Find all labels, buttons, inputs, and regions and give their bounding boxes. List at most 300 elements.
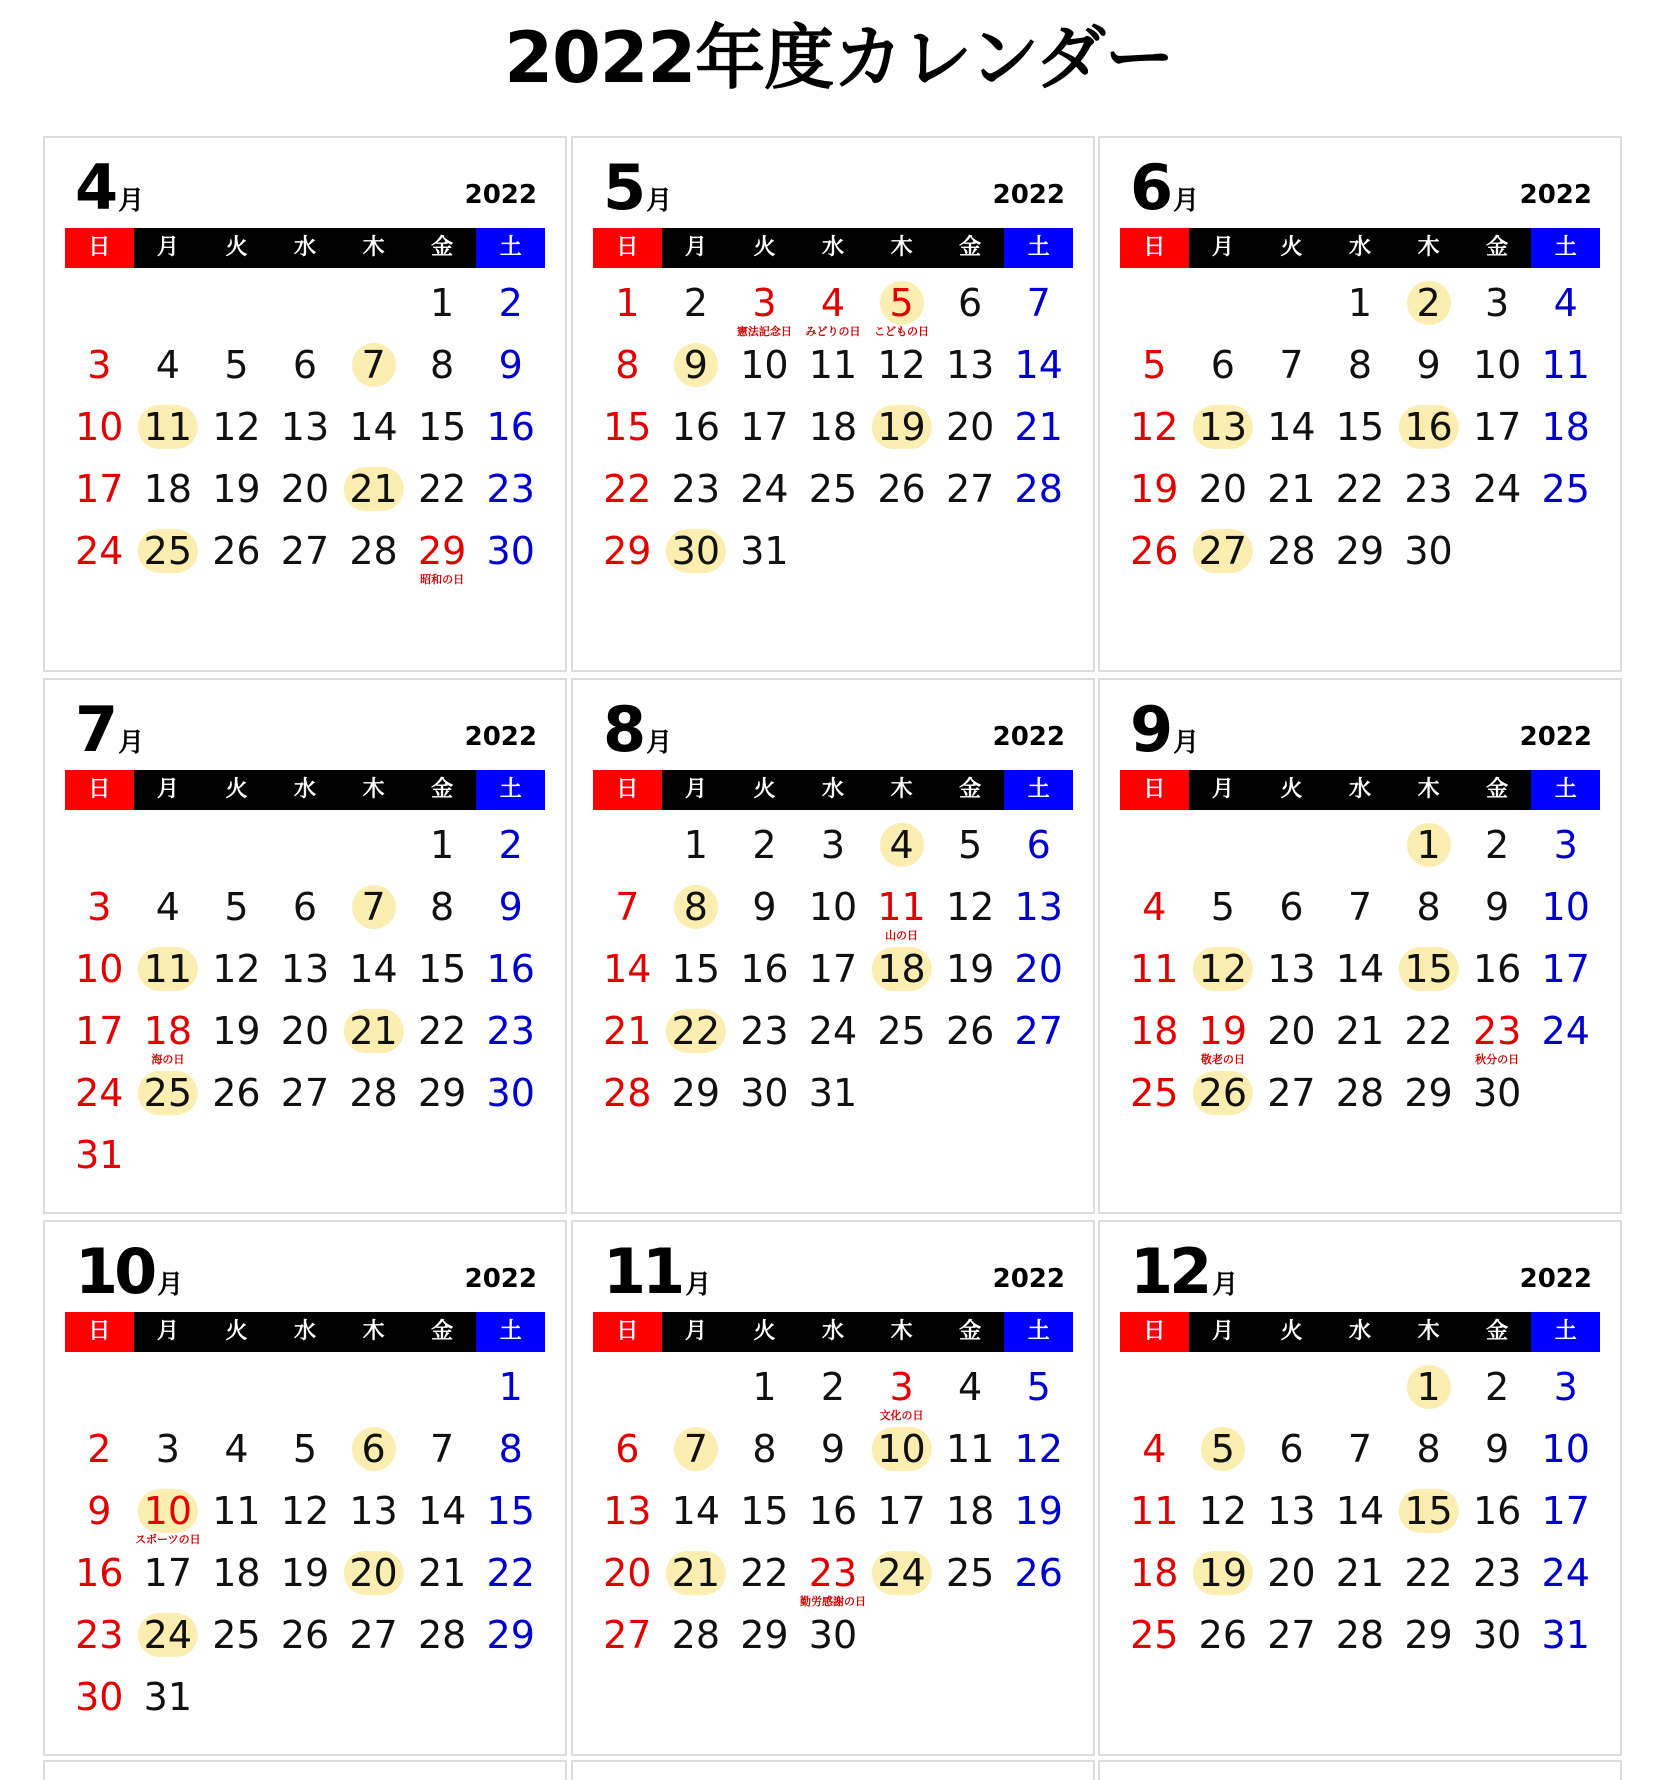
day-cell [730,467,799,529]
day-cell [867,885,936,947]
day-number: 2 [498,281,523,325]
day-cell [1326,343,1395,405]
day-cell [1326,281,1395,343]
day-cell [799,1551,868,1613]
day-cell [1531,1009,1600,1071]
day-number: 20 [1267,1009,1316,1053]
empty-cell [1189,1365,1258,1427]
day-cell [936,1551,1005,1613]
empty-cell [1120,823,1189,885]
day-cell [476,1071,545,1133]
month-panel-4 [43,136,567,672]
day-number: 4 [1142,885,1167,929]
day-number: 17 [1541,947,1590,991]
day-number: 27 [945,467,995,511]
day-number: 13 [1193,405,1253,449]
day-cell [1326,1613,1395,1675]
day-cell [65,1675,134,1737]
weekday-header [65,770,545,810]
day-number: 22 [740,1551,789,1595]
day-number: 8 [1347,343,1373,387]
day-number: 20 [945,405,995,449]
weekday-label: 水 [294,1319,317,1344]
day-number: 27 [280,529,330,573]
weekday-label: 月 [1211,777,1234,802]
empty-cell [65,823,134,885]
day-cell [1189,1613,1258,1675]
day-cell [1004,823,1073,885]
day-cell [867,947,936,1009]
day-cell [1463,885,1532,947]
day-number: 25 [1130,1071,1179,1115]
day-number: 22 [1404,1009,1453,1053]
day-number: 28 [417,1613,467,1657]
weekday-label: 土 [1004,228,1073,268]
day-cell [65,1427,134,1489]
day-number: 2 [820,1365,846,1409]
day-grid [593,281,1073,591]
day-cell [1463,1489,1532,1551]
day-cell [867,1551,936,1613]
weekday-header [1120,228,1600,268]
day-number: 29 [671,1071,721,1115]
empty-cell [202,281,271,343]
day-number: 13 [945,343,995,387]
day-number: 6 [1279,1427,1304,1471]
day-number: 10 [138,1489,198,1533]
day-number: 20 [1267,1551,1316,1595]
day-cell [730,1427,799,1489]
day-cell [662,343,731,405]
day-cell [65,1009,134,1071]
day-cell [1257,405,1326,467]
day-cell [408,1489,477,1551]
day-number: 7 [615,885,640,929]
day-number: 24 [75,1071,124,1115]
day-cell [730,343,799,405]
day-number: 22 [486,1551,535,1595]
day-number: 24 [808,1009,858,1053]
day-number: 2 [752,823,777,867]
weekday-label: 金 [431,1319,454,1344]
weekday-label: 水 [294,235,317,260]
day-cell [271,1489,340,1551]
day-cell [662,1489,731,1551]
day-cell [134,1489,203,1551]
day-cell [202,1613,271,1675]
month-panel-11 [571,1220,1095,1756]
day-number: 3 [87,885,112,929]
weekday-label: 木 [890,777,913,802]
day-number: 4 [820,281,846,325]
day-cell [1004,343,1073,405]
day-number: 1 [430,823,455,867]
day-cell [134,1551,203,1613]
weekday-label: 水 [1349,235,1372,260]
weekday-label: 木 [362,235,385,260]
day-number: 21 [1014,405,1063,449]
weekday-label: 火 [225,777,248,802]
month-suffix: 月 [685,1270,712,1300]
day-cell [799,885,868,947]
day-grid [65,1365,545,1737]
weekday-label: 土 [476,1312,545,1352]
weekday-label: 金 [431,235,454,260]
month-panel-8 [571,678,1095,1214]
day-number: 13 [280,405,330,449]
day-number: 19 [871,405,931,449]
day-number: 6 [292,885,318,929]
day-number: 16 [1398,405,1458,449]
day-number: 30 [1472,1613,1522,1657]
day-cell [730,1009,799,1071]
holiday-name: 勤労感謝の日 [799,1595,866,1608]
day-cell [202,947,271,1009]
day-number: 26 [1130,529,1179,573]
day-number: 4 [1553,281,1578,325]
day-cell [593,1613,662,1675]
day-number: 14 [349,947,398,991]
day-number: 16 [486,947,535,991]
day-cell [65,1133,134,1195]
day-cell [867,823,936,885]
empty-cell [593,823,662,885]
day-number: 19 [1130,467,1179,511]
day-cell [730,1551,799,1613]
empty-cell [339,1365,408,1427]
day-grid [593,1365,1073,1675]
day-number: 17 [75,1009,124,1053]
weekday-label: 日 [1120,770,1189,810]
month-heading [1130,694,1199,766]
holiday-name: こどもの日 [874,325,930,338]
day-cell [476,1427,545,1489]
day-cell [867,1365,936,1427]
day-number: 31 [740,529,789,573]
day-number: 28 [1335,1071,1385,1115]
day-number: 1 [1407,1365,1451,1409]
day-number: 5 [292,1427,318,1471]
day-number: 4 [1142,1427,1167,1471]
day-number: 21 [603,1009,652,1053]
day-cell [936,281,1005,343]
weekday-label: 火 [753,1319,776,1344]
weekday-label: 月 [684,777,707,802]
month-heading [1130,1236,1238,1308]
day-cell [1463,1009,1532,1071]
day-cell [1120,947,1189,1009]
month-heading [603,152,672,224]
day-number: 12 [1198,1489,1248,1533]
day-number: 17 [143,1551,193,1595]
day-number: 4 [155,343,180,387]
day-number: 10 [1541,885,1590,929]
weekday-label: 火 [753,235,776,260]
day-number: 10 [740,343,789,387]
day-number: 21 [1267,467,1316,511]
day-cell [271,1427,340,1489]
day-cell [662,281,731,343]
day-cell [1326,947,1395,1009]
month-year: 2022 [464,180,537,210]
empty-cell [662,1365,731,1427]
day-cell [593,405,662,467]
day-cell [1531,1613,1600,1675]
day-number: 24 [740,467,789,511]
day-cell [271,529,340,591]
day-cell [476,1365,545,1427]
day-cell [799,947,868,1009]
day-number: 26 [280,1613,330,1657]
day-number: 25 [138,529,198,573]
day-cell [936,1009,1005,1071]
day-cell [662,947,731,1009]
day-cell [1463,1071,1532,1133]
day-cell [1531,1427,1600,1489]
day-cell [1394,1489,1463,1551]
day-number: 22 [1335,467,1385,511]
day-cell [799,1071,868,1133]
day-cell [1257,1071,1326,1133]
day-cell [799,1365,868,1427]
weekday-label: 火 [1280,1319,1303,1344]
day-number: 24 [1541,1009,1590,1053]
day-number: 19 [1198,1009,1248,1053]
day-cell [1257,1489,1326,1551]
day-cell [730,885,799,947]
day-cell [65,1489,134,1551]
day-cell [1531,947,1600,1009]
weekday-label: 月 [1211,1319,1234,1344]
day-number: 10 [75,947,124,991]
day-cell [799,1427,868,1489]
day-cell [1257,1009,1326,1071]
day-cell [339,1427,408,1489]
day-cell [1394,1427,1463,1489]
holiday-name: 憲法記念日 [736,325,792,338]
day-cell [936,405,1005,467]
day-number: 3 [155,1427,180,1471]
day-number: 24 [871,1551,931,1595]
day-number: 15 [417,405,467,449]
day-number: 14 [1267,405,1316,449]
day-number: 23 [671,467,721,511]
day-cell [408,281,477,343]
day-grid [593,823,1073,1133]
month-heading [75,694,144,766]
day-number: 3 [1553,1365,1578,1409]
day-number: 6 [1210,343,1235,387]
day-number: 31 [1541,1613,1590,1657]
weekday-label: 日 [593,770,662,810]
weekday-label: 木 [890,1319,913,1344]
day-cell [1120,1613,1189,1675]
empty-cell [1189,823,1258,885]
day-cell [1463,947,1532,1009]
day-cell [1120,1071,1189,1133]
day-number: 28 [671,1613,721,1657]
day-cell [271,885,340,947]
month-heading [1130,152,1199,224]
weekday-label: 土 [1531,228,1600,268]
weekday-label: 水 [294,777,317,802]
day-number: 12 [1014,1427,1063,1471]
day-number: 14 [417,1489,467,1533]
weekday-header [593,228,1073,268]
empty-cell [339,823,408,885]
day-number: 23 [1404,467,1453,511]
day-grid [65,823,545,1195]
day-number: 22 [1404,1551,1453,1595]
day-number: 21 [666,1551,726,1595]
day-number: 26 [1198,1613,1248,1657]
day-cell [593,467,662,529]
day-cell [936,1427,1005,1489]
day-number: 16 [75,1551,124,1595]
weekday-label: 金 [959,777,982,802]
day-number: 8 [1416,1427,1441,1471]
day-cell [936,1365,1005,1427]
day-cell [476,823,545,885]
day-cell [662,823,731,885]
day-cell [476,947,545,1009]
day-number: 18 [945,1489,995,1533]
day-cell [476,1009,545,1071]
holiday-name: 海の日 [151,1053,185,1066]
day-cell [1394,1071,1463,1133]
day-number: 7 [352,885,396,929]
day-cell [476,1613,545,1675]
day-number: 3 [1485,281,1510,325]
weekday-label: 月 [684,1319,707,1344]
day-cell [1531,343,1600,405]
day-cell [408,1009,477,1071]
month-year: 2022 [1519,1264,1592,1294]
day-cell [1120,1427,1189,1489]
day-number: 28 [603,1071,652,1115]
day-cell [662,1071,731,1133]
day-number: 13 [603,1489,652,1533]
day-cell [1189,343,1258,405]
day-number: 7 [674,1427,718,1471]
day-cell [1463,1613,1532,1675]
weekday-label: 木 [1417,235,1440,260]
day-number: 11 [138,405,198,449]
day-number: 24 [1472,467,1522,511]
day-number: 22 [666,1009,726,1053]
weekday-label: 土 [1531,770,1600,810]
day-number: 4 [224,1427,249,1471]
day-cell [271,1071,340,1133]
day-cell [1257,529,1326,591]
day-number: 19 [1193,1551,1253,1595]
day-number: 7 [1279,343,1304,387]
day-number: 5 [1210,885,1235,929]
empty-cell [1326,823,1395,885]
day-number: 17 [740,405,789,449]
next-month-panel-edge [571,1760,1095,1780]
day-number: 19 [945,947,995,991]
day-number: 13 [280,947,330,991]
day-number: 16 [1472,1489,1522,1533]
day-number: 28 [1014,467,1063,511]
day-cell [408,343,477,405]
day-number: 25 [1541,467,1590,511]
day-cell [408,529,477,591]
day-cell [1120,1009,1189,1071]
weekday-label: 土 [1531,1312,1600,1352]
day-grid [1120,281,1600,591]
day-cell [1531,1489,1600,1551]
day-number: 3 [87,343,112,387]
day-number: 8 [430,885,455,929]
month-year: 2022 [464,1264,537,1294]
day-cell [202,467,271,529]
day-number: 26 [212,529,261,573]
day-cell [134,1613,203,1675]
weekday-label: 火 [753,777,776,802]
day-cell [339,947,408,1009]
weekday-label: 水 [822,1319,845,1344]
day-cell [1004,281,1073,343]
day-number: 20 [280,1009,330,1053]
day-number: 31 [143,1675,193,1719]
month-panel-10 [43,1220,567,1756]
day-cell [339,467,408,529]
day-number: 6 [1026,823,1051,867]
day-number: 15 [1398,947,1458,991]
day-number: 8 [615,343,640,387]
day-cell [662,1009,731,1071]
month-panel-7 [43,678,567,1214]
day-number: 28 [349,1071,398,1115]
day-number: 9 [752,885,777,929]
day-number: 29 [1335,529,1385,573]
day-cell [1531,1365,1600,1427]
day-cell [1394,529,1463,591]
month-suffix: 月 [1173,186,1200,216]
month-number: 12 [1130,1235,1209,1308]
weekday-label: 金 [959,235,982,260]
day-cell [1463,1427,1532,1489]
empty-cell [271,1365,340,1427]
day-number: 11 [808,343,858,387]
day-cell [1120,343,1189,405]
day-cell [1120,885,1189,947]
weekday-label: 月 [156,777,179,802]
day-cell [1257,1427,1326,1489]
day-number: 9 [498,343,523,387]
day-number: 29 [417,1071,467,1115]
day-cell [867,281,936,343]
day-cell [1189,1551,1258,1613]
day-cell [1326,1489,1395,1551]
day-cell [271,343,340,405]
day-cell [1189,467,1258,529]
day-cell [1326,529,1395,591]
month-number: 8 [603,693,643,766]
day-number: 27 [1267,1071,1316,1115]
day-cell [134,1675,203,1737]
day-cell [662,885,731,947]
day-cell [730,529,799,591]
month-year: 2022 [1519,722,1592,752]
day-cell [1120,1551,1189,1613]
day-number: 30 [808,1613,858,1657]
day-cell [476,343,545,405]
day-number: 26 [945,1009,995,1053]
day-cell [1394,1613,1463,1675]
